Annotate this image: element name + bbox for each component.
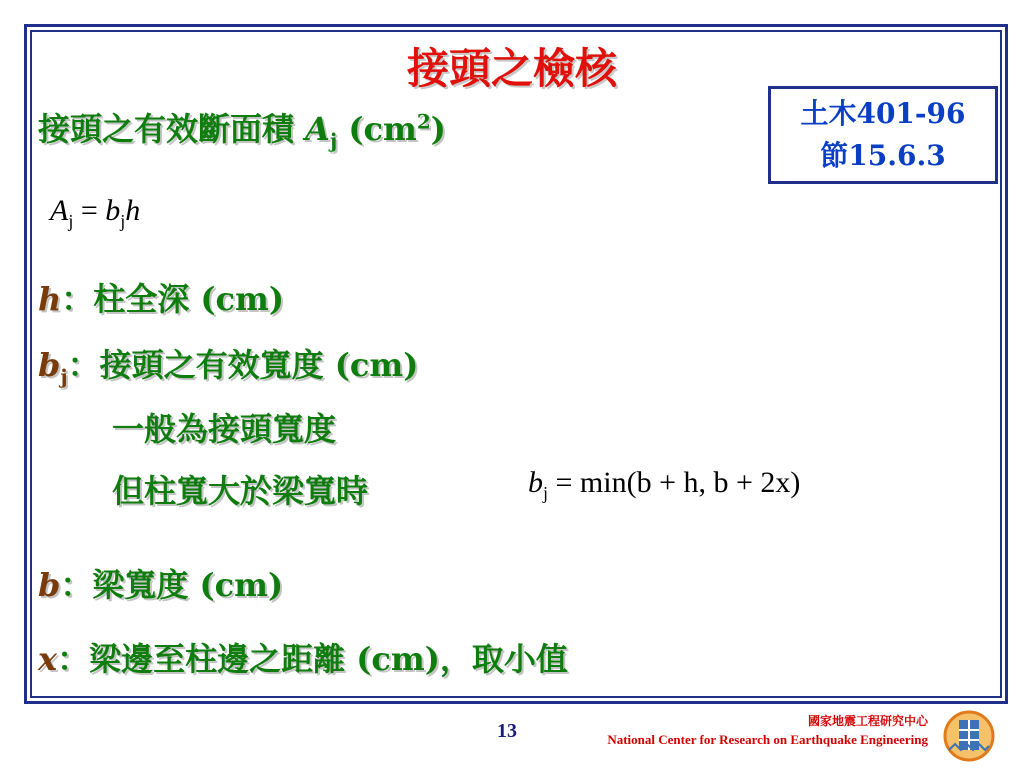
definition-x [38,634,568,680]
formula-bj-lhs-sub: j [543,483,549,503]
formula-area-lhs: A [50,194,69,227]
formula-area-lhs-sub: j [68,211,74,231]
definition-bj-note2: 但柱寬大於梁寬時 [112,472,369,510]
page-number: 13 [497,720,517,742]
area-unit-pre: (cm [337,110,417,148]
area-heading-text: 接頭之有效斷面積 [38,110,306,148]
area-unit-post: ) [430,110,446,148]
area-symbol-letter: A [305,110,330,148]
formula-area-h: h [125,194,141,227]
definition-b [38,560,283,606]
definition-b-text: ：梁寬度 (cm) [60,566,284,604]
area-symbol [305,110,338,153]
formula-area-b: b [105,194,121,227]
definition-x-symbol: x [38,640,58,678]
definition-bj-letter: b [38,346,61,384]
code-reference-box [768,86,998,184]
definition-bj-text: ：接頭之有效寬度 (cm) [67,346,419,384]
area-unit [337,110,446,148]
definition-b-symbol: b [38,566,61,604]
slide-title: 接頭之檢核 [406,44,617,93]
definition-h-text: ：柱全深 (cm) [61,280,285,318]
definition-bj-symbol [38,346,68,389]
definition-bj [38,340,418,388]
definition-bj-sub: j [60,364,68,389]
formula-area-b-sub: j [120,211,126,231]
definition-h [38,274,284,320]
ncree-logo-icon [943,710,995,762]
formula-effective-area [50,194,140,232]
code-reference-line1: 土木401-96 [800,97,966,130]
definition-h-symbol: h [38,280,62,318]
definition-bj-note1: 一般為接頭寬度 [112,410,337,448]
footer-org-chinese: 國家地震工程研究中心 [807,714,928,728]
footer-org-english: National Center for Research on Earthquake Engineering [607,732,928,747]
area-heading [38,104,446,152]
area-symbol-sub: j [329,128,338,153]
formula-bj-lhs: b [528,466,543,499]
area-unit-sup: 2 [416,109,431,134]
formula-area-eq: = [73,194,106,227]
code-reference-line2: 節15.6.3 [820,139,946,172]
definition-x-text: ：梁邊至柱邊之距離 (cm)，取小值 [57,640,568,678]
formula-effective-width [528,466,800,504]
formula-bj-rhs: = min(b + h, b + 2x) [548,466,801,499]
